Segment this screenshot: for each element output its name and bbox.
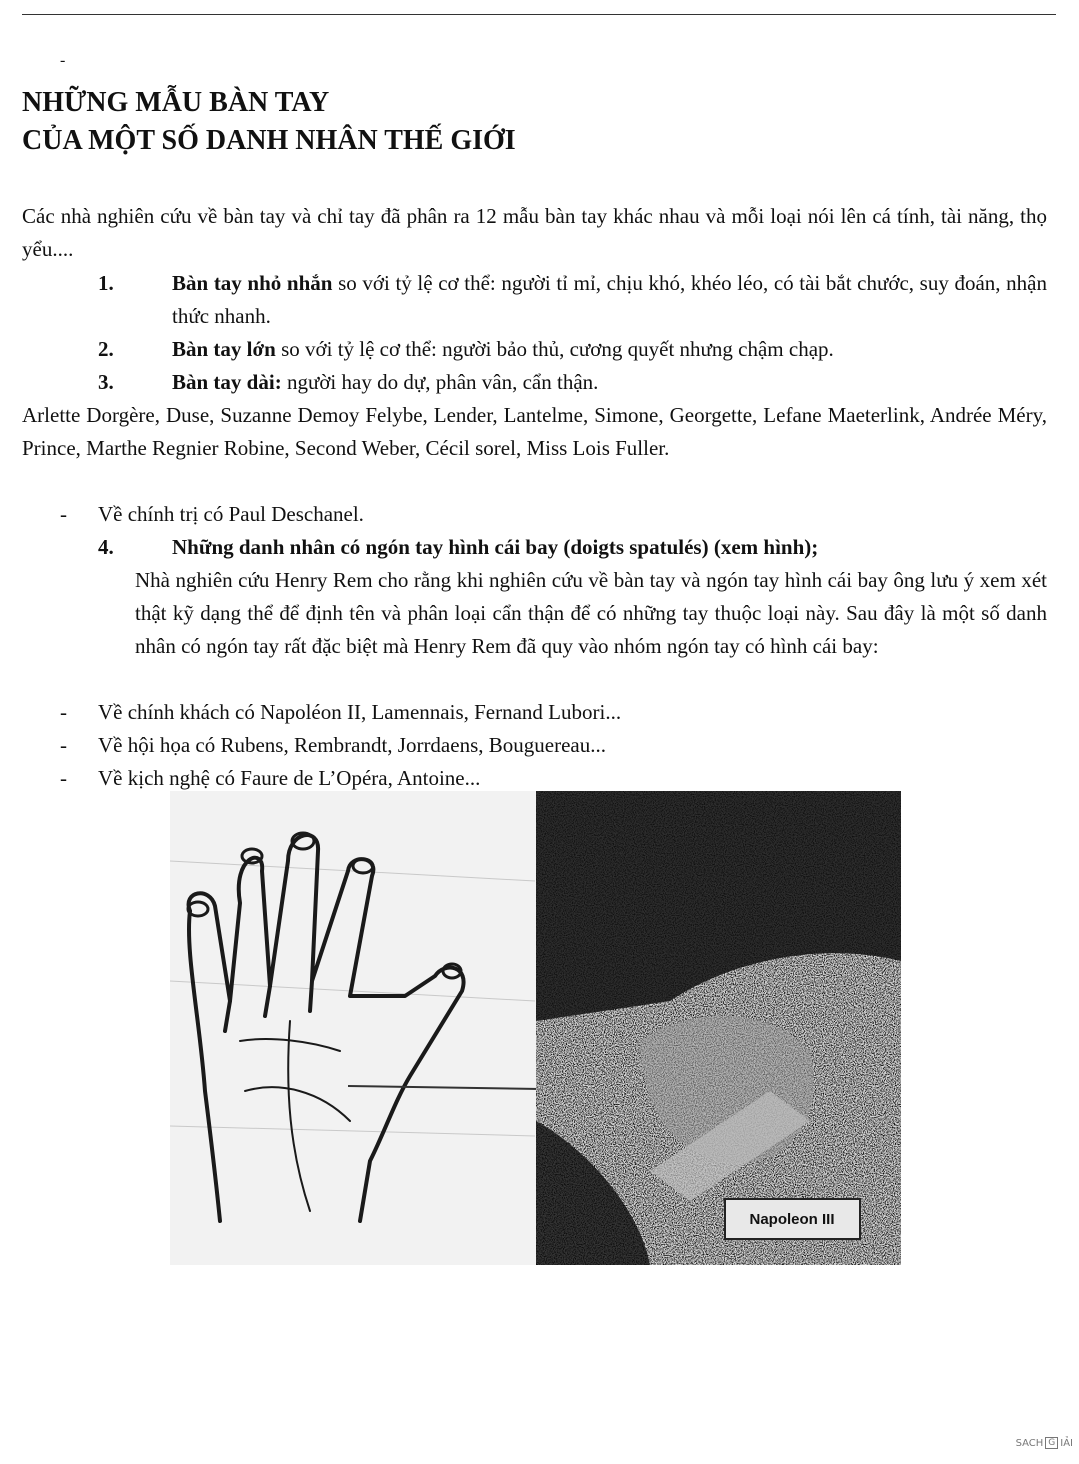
intro-paragraph: Các nhà nghiên cứu về bàn tay và chỉ tay đã phân ra 12 mẫu bàn tay khác nhau và mỗi loại nói lên cá tính, tài năng, thọ yểu.... [22, 204, 1047, 261]
item-text: so với tỷ lệ cơ thể: người tỉ mỉ, chịu khó, khéo léo, có tài bắt chước, suy đoán, nhận thức nhanh. [172, 271, 1048, 328]
bullet-dash: - [60, 766, 67, 790]
list-item-4 [98, 531, 1047, 564]
title-line-1: NHỮNG MẪU BÀN TAY [22, 87, 330, 118]
bullet-text: Về chính trị có Paul Deschanel. [98, 502, 364, 526]
bullet-text: Về hội họa có Rubens, Rembrandt, Jorrdaens, Bouguereau... [98, 733, 606, 757]
page-title [22, 84, 516, 160]
bullet-politics [60, 498, 364, 531]
list-item-1 [98, 267, 1048, 333]
item-text: so với tỷ lệ cơ thể: người bảo thủ, cương quyết nhưng chậm chạp. [275, 337, 834, 361]
top-rule [22, 14, 1056, 15]
watermark [1016, 1437, 1073, 1449]
item-heading: Bàn tay lớn [172, 337, 276, 361]
stray-dash: - [60, 52, 66, 69]
bullet-dash: - [60, 733, 67, 757]
henry-paragraph: Nhà nghiên cứu Henry Rem cho rằng khi nghiên cứu về bàn tay và ngón tay hình cái bay ông lưu ý xem xét thật kỹ dạng thể để định tên và phân loại cẩn thận để có những tay thuộc loại này. Sau đây là một số danh nhân có ngón tay rất đặc biệt mà Henry Rem đã quy vào nhóm ngón tay có hình cái bay: [135, 568, 1047, 658]
hand-portrait-figure [170, 791, 901, 1265]
item-number: 4. [98, 535, 114, 559]
bullet-painters [60, 729, 606, 762]
list-item-2 [98, 333, 1047, 366]
bullet-text: Về kịch nghệ có Faure de L’Opéra, Antoine... [98, 766, 481, 790]
watermark-logo: G [1045, 1437, 1058, 1449]
item-heading: Những danh nhân có ngón tay hình cái bay (doigts spatulés) (xem hình); [172, 535, 819, 559]
napoleon-portrait [536, 791, 901, 1265]
bullet-politicians [60, 696, 621, 729]
figure-svg [170, 791, 901, 1265]
figure-caption: Napoleon III [749, 1211, 835, 1228]
list-item-3 [98, 366, 1047, 399]
title-line-2: CỦA MỘT SỐ DANH NHÂN THẾ GIỚI [22, 125, 516, 156]
item-number: 3. [98, 370, 114, 394]
item-number: 1. [98, 271, 114, 295]
item-number: 2. [98, 337, 114, 361]
names-paragraph: Arlette Dorgère, Duse, Suzanne Demoy Felybe, Lender, Lantelme, Simone, Georgette, Lefane Maeterlink, Andrée Méry, Prince, Marthe Regnier Robine, Second Weber, Cécil sorel, Miss Lois Fuller. [22, 403, 1047, 460]
item-heading: Bàn tay nhỏ nhắn [172, 271, 333, 295]
bullet-dash: - [60, 502, 67, 526]
item-heading: Bàn tay dài: [172, 370, 282, 394]
item-text: người hay do dự, phân vân, cẩn thận. [281, 370, 599, 394]
watermark-right: IẢI [1060, 1437, 1073, 1449]
watermark-left: SACH [1015, 1437, 1044, 1449]
bullet-dash: - [60, 700, 67, 724]
bullet-text: Về chính khách có Napoléon II, Lamennais, Fernand Lubori... [98, 700, 622, 724]
